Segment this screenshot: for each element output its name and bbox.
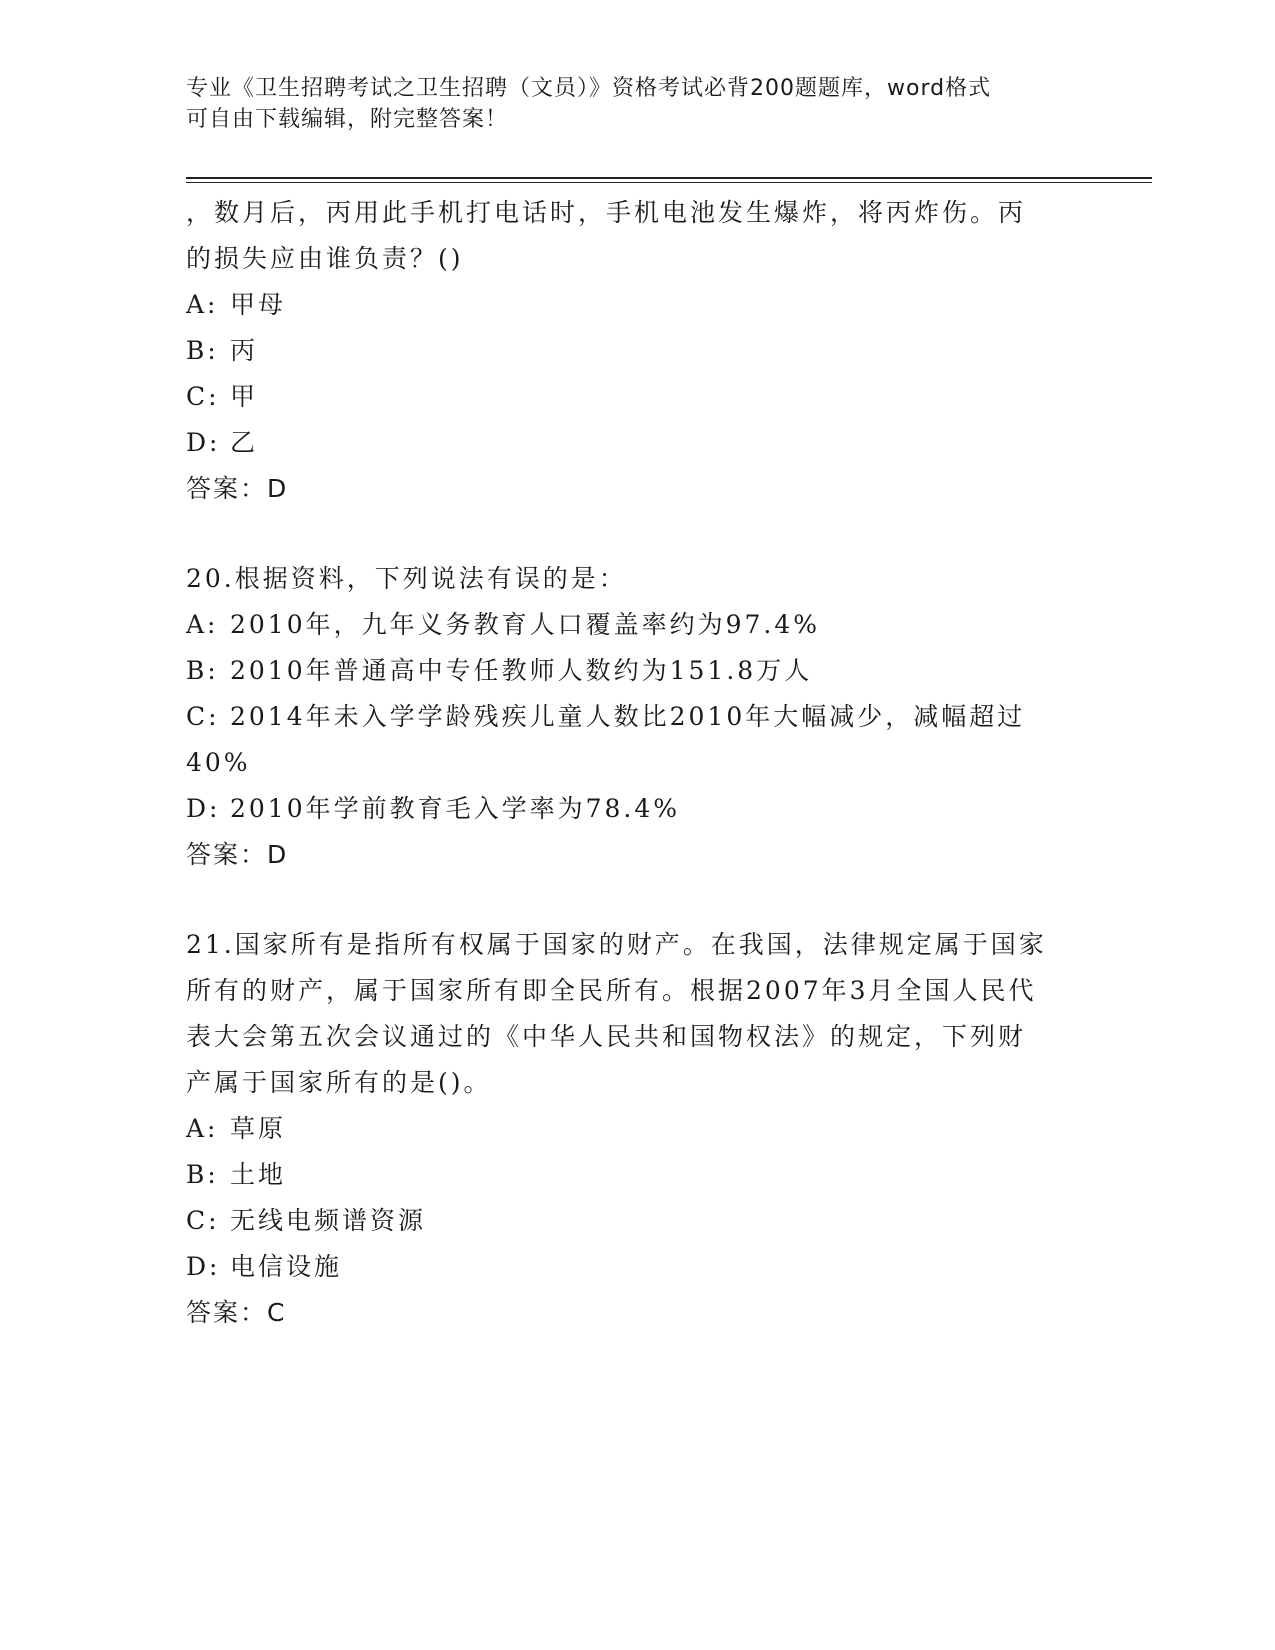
answer-line: 答案：C [186, 1298, 287, 1327]
option-text: 2010年学前教育毛入学率为78.4% [230, 794, 681, 823]
option-label: A: [186, 610, 219, 639]
question-stem-line: 表大会第五次会议通过的《中华人民共和国物权法》的规定，下列财 [186, 1022, 1027, 1051]
option-a [186, 282, 1086, 328]
option-text: 无线电频谱资源 [230, 1206, 427, 1235]
question-19 [186, 190, 1086, 512]
option-b [186, 1152, 1086, 1198]
option-a [186, 602, 1086, 648]
option-c [186, 374, 1086, 420]
option-text: 草原 [230, 1114, 287, 1143]
question-spacer [186, 512, 1086, 556]
option-b [186, 648, 1086, 694]
answer-line: 答案：D [186, 840, 289, 869]
option-text: 甲母 [230, 290, 287, 319]
question-stem-line: ，数月后，丙用此手机打电话时，手机电池发生爆炸，将丙炸伤。丙 [186, 198, 1027, 227]
option-text: 丙 [230, 336, 259, 365]
option-text: 电信设施 [230, 1252, 343, 1281]
option-label: D: [186, 1252, 221, 1281]
option-label: C: [186, 382, 220, 411]
option-text: 2014年未入学学龄残疾儿童人数比2010年大幅减少，减幅超过 [230, 702, 1026, 731]
option-d [186, 1244, 1086, 1290]
option-label: B: [186, 336, 219, 365]
question-20 [186, 556, 1086, 878]
option-label: D: [186, 794, 221, 823]
answer-line: 答案：D [186, 474, 289, 503]
question-spacer [186, 878, 1086, 922]
option-a [186, 1106, 1086, 1152]
option-label: B: [186, 1160, 219, 1189]
header-divider-thin [186, 182, 1152, 183]
option-text: 甲 [230, 382, 259, 411]
option-label: C: [186, 1206, 220, 1235]
option-c-continuation: 40% [186, 748, 251, 777]
option-text: 土地 [230, 1160, 287, 1189]
option-label: A: [186, 290, 219, 319]
option-label: B: [186, 656, 219, 685]
question-stem-line: 所有的财产，属于国家所有即全民所有。根据2007年3月全国人民代 [186, 976, 1037, 1005]
option-c [186, 694, 1086, 740]
question-stem-line: 的损失应由谁负责？() [186, 244, 464, 273]
option-text: 乙 [230, 428, 259, 457]
header-line-1: 专业《卫生招聘考试之卫生招聘（文员）》资格考试必背200题题库，word格式 [186, 76, 992, 101]
question-list [186, 190, 1086, 1336]
option-text: 2010年普通高中专任教师人数约为151.8万人 [230, 656, 813, 685]
option-c [186, 1198, 1086, 1244]
option-label: D: [186, 428, 221, 457]
header-divider-thick [186, 177, 1152, 179]
header-line-2: 可自由下载编辑，附完整答案！ [186, 107, 509, 132]
option-label: A: [186, 1114, 219, 1143]
option-d [186, 420, 1086, 466]
question-stem-line: 产属于国家所有的是()。 [186, 1068, 492, 1097]
option-label: C: [186, 702, 220, 731]
option-d [186, 786, 1086, 832]
question-stem-line: 21.国家所有是指所有权属于国家的财产。在我国，法律规定属于国家 [186, 930, 1047, 959]
option-text: 2010年，九年义务教育人口覆盖率约为97.4% [230, 610, 821, 639]
question-21 [186, 922, 1086, 1336]
option-b [186, 328, 1086, 374]
question-stem: 20.根据资料，下列说法有误的是： [186, 564, 627, 593]
document-header [186, 73, 1086, 135]
